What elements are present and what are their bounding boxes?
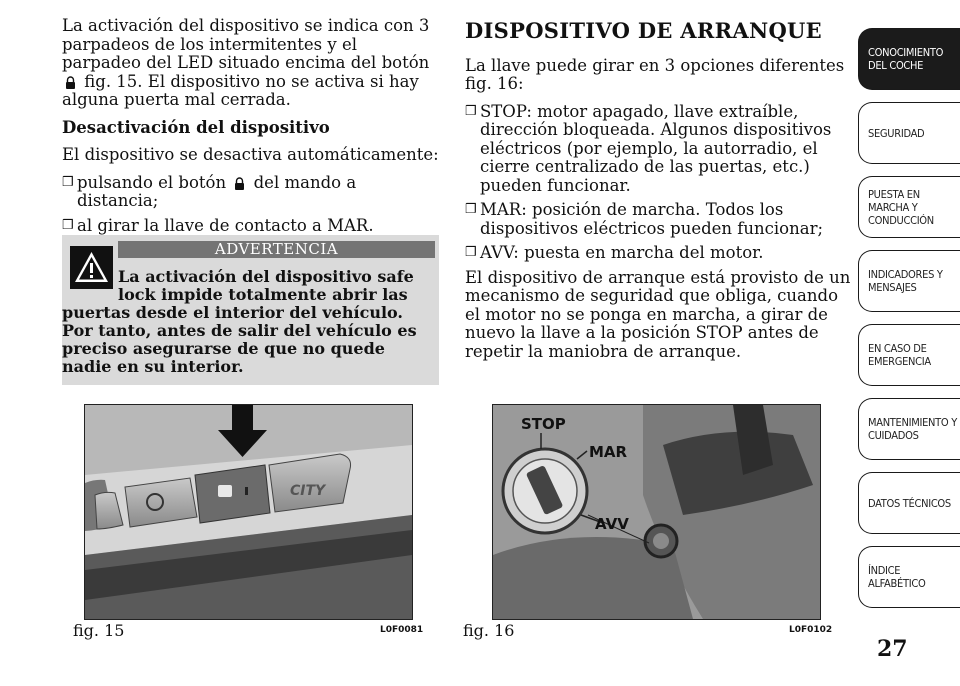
tab-datos-tecnicos[interactable] [858,472,960,534]
lock-icon [65,76,76,89]
tab-label: DATOS TÉCNICOS [868,496,951,510]
key-intro: La llave puede girar en 3 opciones diferentes fig. 16: [465,55,845,93]
list-item: ❒ pulsando el botón del mando a distancia; [62,172,357,210]
left-column [62,17,440,241]
city-button-label: CITY [290,483,326,499]
tab-label: SEGURIDAD [868,126,925,140]
deactivation-subheading: Desactivación del dispositivo [62,117,330,137]
section-tabs [858,28,960,620]
figure-15-image [84,404,413,620]
activation-paragraph: La activación del dispositivo se indica con 3 parpadeos de los intermitentes y el parpadeo del LED situado encima del botón fig. 15. El dispositivo no se activa si hay alguna puerta mal cerrada. [62,16,430,109]
list-item: ❒ AVV: puesta en marcha del motor. [465,243,764,262]
stop-label: STOP [521,415,566,433]
auto-deactivation-line: El dispositivo se desactiva automáticamente: [62,145,439,164]
warning-box [62,235,439,385]
figure-16-code: L0F0102 [789,625,833,635]
checkbox-bullet-icon: ❒ [62,217,74,233]
tab-label: EN CASO DE EMERGENCIA [868,342,931,368]
warning-title: ADVERTENCIA [118,241,435,258]
list-item: ❒ STOP: motor apagado, llave extraíble, dirección bloqueada. Algunos dispositivos eléctricos (por ejemplo, la autorradio, el cierre centralizado de las puertas, etc.) pueden funcionar. [465,101,832,195]
tab-label: INDICADORES Y MENSAJES [868,268,943,294]
figure-16-image [492,404,821,620]
tab-indice-alfabetico[interactable] [858,546,960,608]
tab-seguridad[interactable] [858,102,960,164]
tab-mantenimiento-y-cuidados[interactable] [858,398,960,460]
closing-paragraph: El dispositivo de arranque está provisto de un mecanismo de seguridad que obliga, cuando el motor no se ponga en marcha, a girar de nuevo la llave a la posición STOP antes de repetir la maniobra de arranque. [465,267,851,361]
tab-conocimiento-del-coche[interactable] [858,28,960,90]
dashboard-buttons-illustration [85,405,412,619]
checkbox-bullet-icon: ❒ [465,202,477,217]
ignition-illustration [493,405,820,619]
tab-label: ÍNDICE ALFABÉTICO [868,564,926,590]
tab-indicadores-y-mensajes[interactable] [858,250,960,312]
checkbox-bullet-icon: ❒ [465,103,477,119]
tab-puesta-en-marcha-y-conduccion[interactable] [858,176,960,238]
checkbox-bullet-icon: ❒ [62,174,74,190]
tab-label: PUESTA EN MARCHA Y CONDUCCIÓN [868,187,934,227]
figure-15-caption: fig. 15 [73,621,125,640]
mar-label: MAR [589,443,628,461]
tab-en-caso-de-emergencia[interactable] [858,324,960,386]
checkbox-bullet-icon: ❒ [465,245,477,260]
figure-16-caption: fig. 16 [463,621,515,640]
page-number: 27 [877,636,908,662]
list-item: ❒ al girar la llave de contacto a MAR. [62,215,374,235]
list-item: ❒ MAR: posición de marcha. Todos los dispositivos eléctricos pueden funcionar; [465,200,824,238]
section-heading: DISPOSITIVO DE ARRANQUE [465,18,822,43]
warning-text: La activación del dispositivo safe lock impide totalmente abrir las puertas desde el interior del vehículo. Por tanto, antes de salir del vehículo es preciso asegurarse de que no quede nadie en su interior. [62,267,417,376]
right-column [465,18,855,370]
avv-label: AVV [595,515,629,533]
figure-15-code: L0F0081 [380,625,424,635]
lock-icon [234,177,245,190]
tab-label: MANTENIMIENTO Y CUIDADOS [868,416,957,442]
tab-label: CONOCIMIENTO DEL COCHE [868,46,944,72]
